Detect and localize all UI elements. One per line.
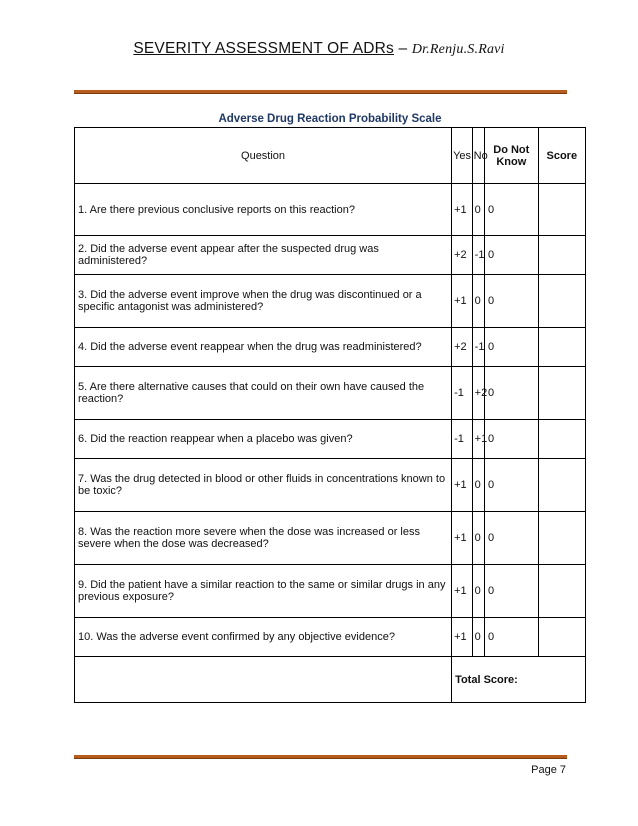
document-title: SEVERITY ASSESSMENT OF ADRs [133,40,394,57]
do-not-know-value-cell: 0 [485,236,539,275]
total-score-label: Total Score: [452,657,586,703]
score-cell[interactable] [538,618,585,657]
total-row-blank [75,657,452,703]
do-not-know-value-cell: 0 [485,420,539,459]
question-cell: 10. Was the adverse event confirmed by any objective evidence? [75,618,452,657]
title-separator: – [393,40,412,57]
page-header [0,40,638,58]
column-header-yes: Yes [452,128,473,184]
no-value-cell: 0 [472,459,484,512]
no-value-cell: 0 [472,184,484,236]
yes-value-cell: +1 [452,459,473,512]
score-cell[interactable] [538,328,585,367]
question-cell: 2. Did the adverse event appear after the suspected drug was administered? [75,236,452,275]
question-cell: 3. Did the adverse event improve when the drug was discontinued or a specific antagonist was administered? [75,275,452,328]
column-header-question: Question [75,128,452,184]
header-divider [74,90,567,94]
question-cell: 5. Are there alternative causes that could on their own have caused the reaction? [75,367,452,420]
column-header-score: Score [538,128,585,184]
table-row [75,184,586,236]
do-not-know-value-cell: 0 [485,328,539,367]
score-cell[interactable] [538,565,585,618]
yes-value-cell: +1 [452,275,473,328]
table-row [75,459,586,512]
yes-value-cell: +1 [452,184,473,236]
table-header-row [75,128,586,184]
do-not-know-value-cell: 0 [485,367,539,420]
do-not-know-value-cell: 0 [485,618,539,657]
question-cell: 8. Was the reaction more severe when the dose was increased or less severe when the dose was decreased? [75,512,452,565]
yes-value-cell: -1 [452,367,473,420]
yes-value-cell: +1 [452,618,473,657]
total-row [75,657,586,703]
table-row [75,275,586,328]
no-value-cell: +1 [472,420,484,459]
no-value-cell: 0 [472,618,484,657]
no-value-cell: -1 [472,236,484,275]
score-cell[interactable] [538,512,585,565]
no-value-cell: 0 [472,512,484,565]
no-value-cell: 0 [472,275,484,328]
score-cell[interactable] [538,275,585,328]
table-row [75,367,586,420]
yes-value-cell: -1 [452,420,473,459]
score-cell[interactable] [538,236,585,275]
question-cell: 7. Was the drug detected in blood or other fluids in concentrations known to be toxic? [75,459,452,512]
score-cell[interactable] [538,420,585,459]
no-value-cell: +2 [472,367,484,420]
do-not-know-value-cell: 0 [485,459,539,512]
no-value-cell: 0 [472,565,484,618]
table-title: Adverse Drug Reaction Probability Scale [218,113,442,125]
no-value-cell: -1 [472,328,484,367]
author-name: Dr.Renju.S.Ravi [411,42,505,57]
yes-value-cell: +2 [452,328,473,367]
yes-value-cell: +1 [452,512,473,565]
footer-divider [74,755,567,759]
do-not-know-value-cell: 0 [485,184,539,236]
adr-probability-table [74,127,586,703]
do-not-know-value-cell: 0 [485,275,539,328]
table-row [75,420,586,459]
page-number: Page 7 [531,764,566,776]
score-cell[interactable] [538,459,585,512]
yes-value-cell: +1 [452,565,473,618]
table-row [75,512,586,565]
question-cell: 9. Did the patient have a similar reaction to the same or similar drugs in any previous exposure? [75,565,452,618]
table-row [75,618,586,657]
column-header-no: No [472,128,484,184]
table-row [75,236,586,275]
table-row [75,328,586,367]
do-not-know-value-cell: 0 [485,565,539,618]
column-header-do-not-know: Do Not Know [485,128,539,184]
question-cell: 1. Are there previous conclusive reports on this reaction? [75,184,452,236]
do-not-know-value-cell: 0 [485,512,539,565]
question-cell: 4. Did the adverse event reappear when the drug was readministered? [75,328,452,367]
table-row [75,565,586,618]
score-cell[interactable] [538,367,585,420]
question-cell: 6. Did the reaction reappear when a placebo was given? [75,420,452,459]
yes-value-cell: +2 [452,236,473,275]
score-cell[interactable] [538,184,585,236]
